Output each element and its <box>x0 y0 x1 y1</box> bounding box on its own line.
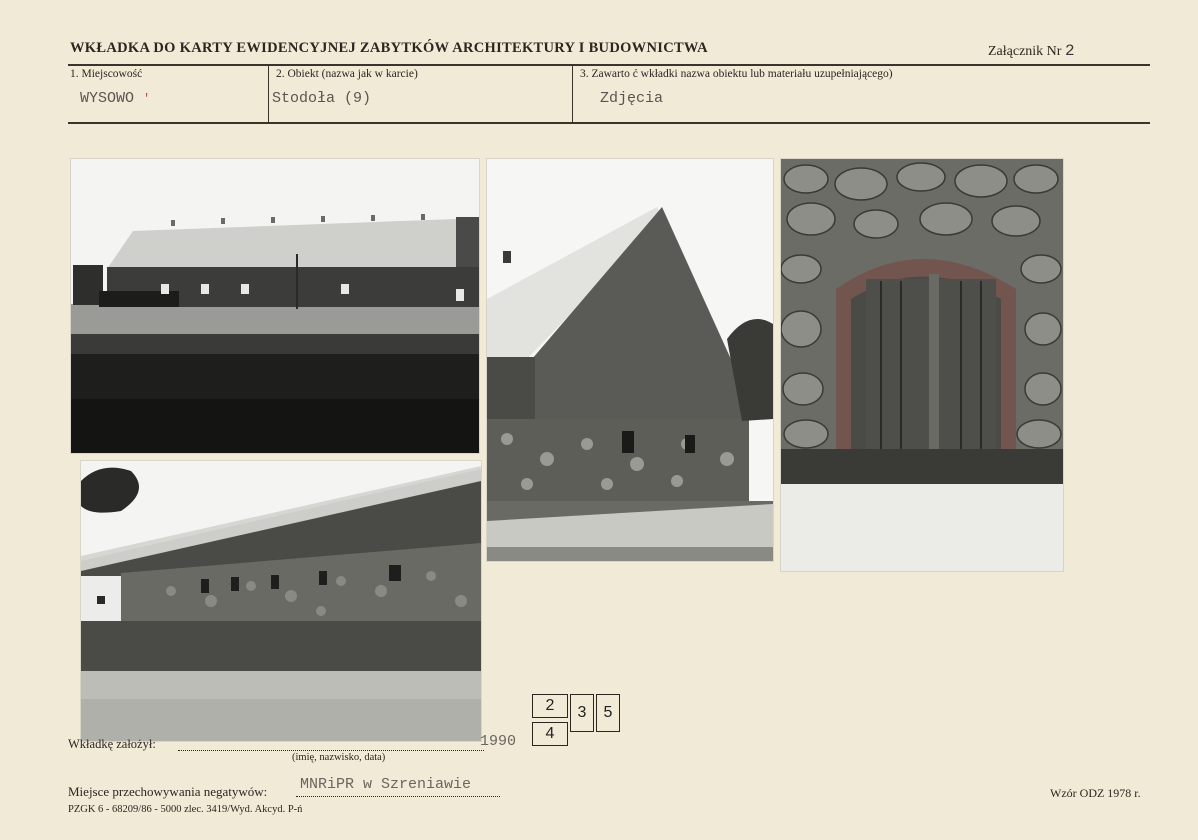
annex-number <box>988 42 1075 60</box>
print-info: PZGK 6 - 68209/86 - 5000 zlec. 3419/Wyd. Akcyd. P-ń <box>68 804 303 815</box>
field-divider-1 <box>268 66 269 122</box>
document-title: WKŁADKA DO KARTY EWIDENCYJNEJ ZABYTKÓW ARCHITEKTURY I BUDOWNICTWA <box>70 40 708 56</box>
photo-barn-gable <box>486 158 774 562</box>
created-year: 1990 <box>480 733 517 750</box>
locality-value: WYSOWO ' <box>80 90 151 107</box>
created-by-caption: (imię, nazwisko, data) <box>292 752 386 763</box>
number-box-4: 4 <box>532 722 568 746</box>
object-label: 2. Obiekt (nazwa jak w karcie) <box>276 68 418 80</box>
header-rule-bottom <box>68 122 1150 124</box>
annex-label: Załącznik Nr <box>988 44 1062 59</box>
number-box-1: 2 <box>532 694 568 718</box>
form-info: Wzór ODZ 1978 r. <box>1050 786 1141 800</box>
photo-barn-side-wall <box>80 460 482 742</box>
field-divider-2 <box>572 66 573 122</box>
created-by-line <box>178 736 484 751</box>
number-box-2: 3 <box>570 694 594 732</box>
photo-barn-distant <box>70 158 480 454</box>
content-label: 3. Zawarto ć wkładki nazwa obiektu lub materiału uzupełniającego) <box>580 68 893 80</box>
storage-value: MNRiPR w Szreniawie <box>300 776 472 793</box>
number-box-3: 5 <box>596 694 620 732</box>
object-value: Stodoła (9) <box>272 90 372 107</box>
content-value: Zdjęcia <box>600 90 664 107</box>
annex-value: 2 <box>1064 42 1075 60</box>
photo-barn-door <box>780 158 1064 572</box>
header-rule-top <box>68 64 1150 66</box>
storage-label: Miejsce przechowywania negatywów: <box>68 784 268 799</box>
created-by-label: Wkładkę założył: <box>68 737 156 751</box>
locality-label: 1. Miejscowość <box>70 68 143 80</box>
